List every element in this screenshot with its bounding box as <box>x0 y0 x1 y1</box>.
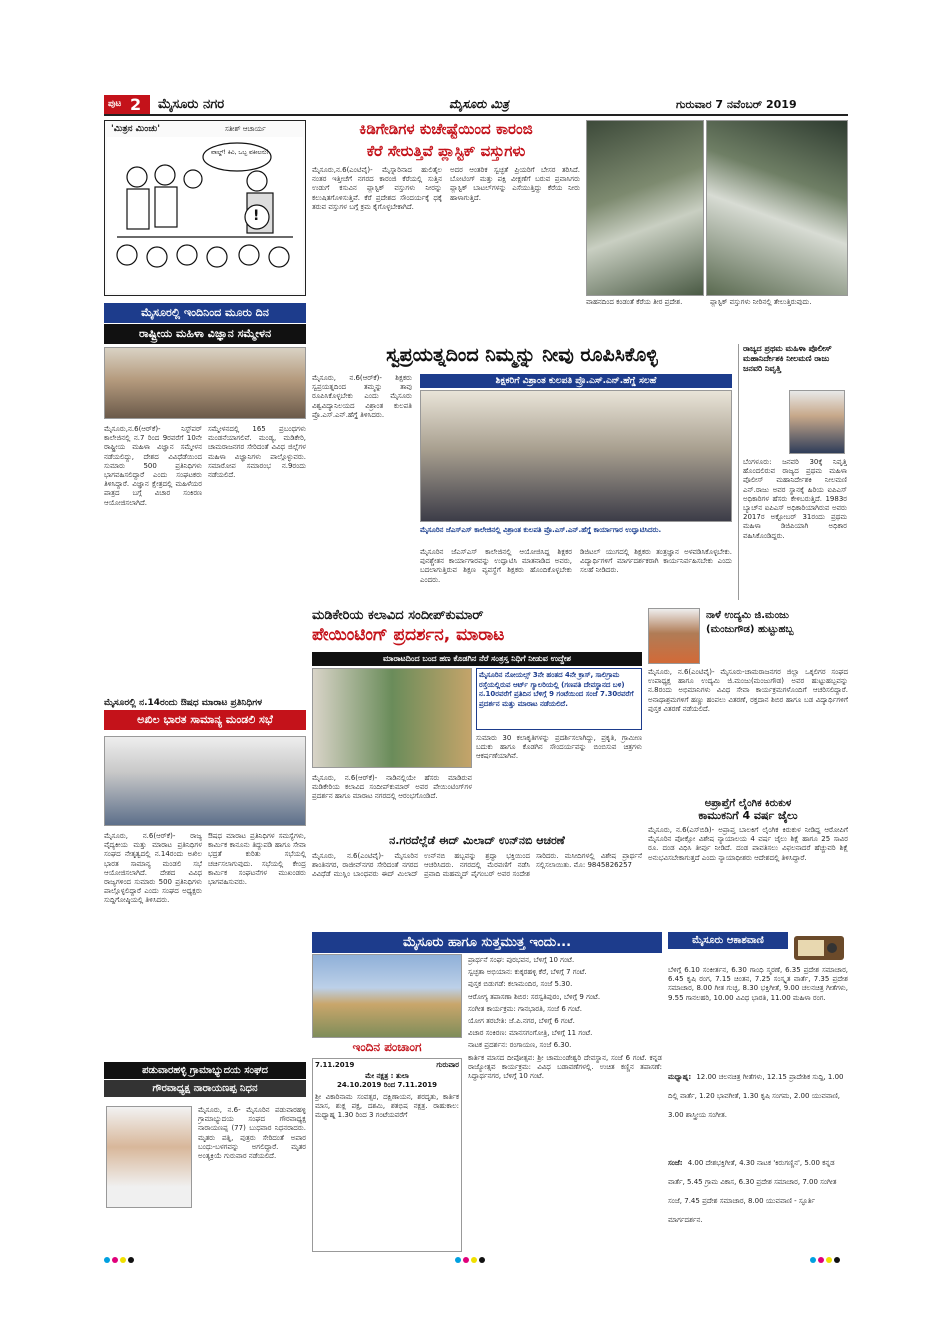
headline-selfmade: ಸ್ವಪ್ರಯತ್ನದಿಂದ ನಿಮ್ಮನ್ನು ನೀವು ರೂಪಿಸಿಕೊಳ್ಳಿ <box>386 344 658 366</box>
article-painting <box>312 608 642 828</box>
headline-pharma-line2: ಅಖಿಲ ಭಾರತ ಸಾಮಾನ್ಯ ಮಂಡಲಿ ಸಭೆ <box>104 710 306 730</box>
radio-banner: ಮೈಸೂರು ಆಕಾಶವಾಣಿ <box>668 932 788 949</box>
selfmade-photo-caption: ಮೈಸೂರಿನ ಜೆಎಸ್‌ಎಸ್ ಕಾಲೇಜಿನಲ್ಲಿ ವಿಶ್ರಾಂತ ಕುಲಪತಿ ಪ್ರೊ.ಎಸ್.ಎನ್.ಹೆಗ್ಡೆ ಕಾರ್ಯಾಗಾರ ಉದ್ಘಾಟಿಸಿದರು. <box>420 526 662 534</box>
radio-evening-text: 4.00 ದೇಶಭಕ್ತಿಗೀತೆ, 4.30 ನಾಟಕ 'ಕಿರುಗಣ್ಣಿನ', 5.00 ಕನ್ನಡ ವಾರ್ತೆ, 5.45 ಗ್ರಾಮ ವಿಕಾಸ, 6.30 ಪ್ರದೇಶ ಸಮಾಚಾರ, 7.00 ಸಂಗೀತ ಸಂಜೆ, 7.45 ಪ್ರದೇಶ ಸಮಾಚಾರ, 8.00 ಯುವವಾಣಿ - ಸ್ಫೂರ್ತಿ ಮಾರ್ಗದರ್ಶನ. <box>668 1159 837 1224</box>
police-body: ಬೆಂಗಳೂರು: ಜನವರಿ 30ಕ್ಕೆ ನಿವೃತ್ತಿ ಹೊಂದಲಿರುವ ರಾಜ್ಯದ ಪ್ರಥಮ ಮಹಿಳಾ ಪೊಲೀಸ್ ಮಹಾನಿರ್ದೇಶಕಿ ನೀಲಮಣಿ ಎನ್.ರಾಜು ಅವರ ಸ್ಥಾನಕ್ಕೆ ಹಿರಿಯ ಐಪಿಎಸ್ ಅಧಿಕಾರಿಗಳ ಹೆಸರು ಕೇಳಿಬರುತ್ತಿದೆ. 1983ರ ಬ್ಯಾಚ್‌ನ ಐಪಿಎಸ್ ಅಧಿಕಾರಿಯಾಗಿರುವ ಅವರು 2017ರ ಅಕ್ಟೋಬರ್ 31ರಂದು ಪ್ರಥಮ ಮಹಿಳಾ ಡಿಜಿಪಿಯಾಗಿ ಅಧಿಕಾರ ವಹಿಸಿಕೊಂಡಿದ್ದರು. <box>743 458 847 540</box>
headline-udyami-line1: ನಾಳೆ ಉದ್ಯಮಿ ಜಿ.ಮಂಜು <box>706 610 789 621</box>
cartoon-exclaim: ! <box>253 208 260 224</box>
panchanga-date: 7.11.2019 <box>315 1061 355 1069</box>
article-obituary <box>104 1062 306 1242</box>
event-item: ಪುಸ್ತಕ ಬಿಡುಗಡೆ: ಕಲಾಮಂದಿರ, ಸಂಜೆ 5.30. <box>468 980 573 989</box>
event-item: ಯೋಗ ತರಬೇತಿ: ಜೆ.ಪಿ.ನಗರ, ಬೆಳಿಗ್ಗೆ 6 ಗಂಟೆ. <box>468 1017 575 1026</box>
event-item: ಆರೋಗ್ಯ ತಪಾಸಣಾ ಶಿಬಿರ: ಸರಸ್ವತಿಪುರಂ, ಬೆಳಿಗ್ಗೆ 9 ಗಂಟೆ. <box>468 992 601 1001</box>
photo-mysore-palace <box>312 954 462 1038</box>
headline-udyami-line2: (ಮಂಜುಗೌಡ) ಹುಟ್ಟುಹಬ್ಬ <box>706 624 794 635</box>
issue-date: ಗುರುವಾರ 7 ನವೆಂಬರ್ 2019 <box>676 98 797 111</box>
headline-police: ರಾಜ್ಯದ ಪ್ರಥಮ ಮಹಿಳಾ ಪೊಲೀಸ್ ಮಹಾನಿರ್ದೇಶಕಿ ನೀಲಮಣಿ ರಾಜು ಜನವರಿ ನಿವೃತ್ತಿ <box>743 344 832 373</box>
selfmade-body-col3: ಡಿಜಿಟಲ್ ಯುಗದಲ್ಲಿ ಶಿಕ್ಷಕರು ತಂತ್ರಜ್ಞಾನ ಅಳವಡಿಸಿಕೊಳ್ಳಬೇಕು. ವಿದ್ಯಾರ್ಥಿಗಳಿಗೆ ಮಾರ್ಗದರ್ಶಕರಾಗಿ ಕಾರ್ಯನಿರ್ವಹಿಸಬೇಕು ಎಂದು ಸಲಹೆ ನೀಡಿದರು. <box>580 548 732 575</box>
cartoon-illustration <box>107 137 303 293</box>
headline-painting-line1: ಮಡಿಕೇರಿಯ ಕಲಾವಿದ ಸಂದೀಪ್‌ಕುಮಾರ್ <box>312 608 484 623</box>
headline-eid: ನ.ಗರದೆಲ್ಲೆಡೆ ಈದ್ ಮಿಲಾದ್ ಉನ್‌ನಬಿ ಆಚರಣೆ <box>389 834 565 847</box>
headline-obituary-line1: ಪಡುವಾರಹಳ್ಳಿ ಗ್ರಾಮಾಭ್ಯುದಯ ಸಂಘದ <box>104 1062 306 1079</box>
event-item: ನಾಟಕ ಪ್ರದರ್ಶನ: ರಂಗಾಯಣ, ಸಂಜೆ 6.30. <box>468 1041 572 1050</box>
photo-karanji-lake-left <box>586 120 704 296</box>
radio-afternoon <box>668 1064 848 1148</box>
painting-notice-box <box>476 668 642 730</box>
headline-lead-line1: ಕಿಡಿಗೇಡಿಗಳ ಕುಚೇಷ್ಟೆಯಿಂದ ಕಾರಂಜಿ <box>359 120 533 138</box>
cartoon-box <box>104 120 306 296</box>
page-label: ಪುಟ <box>108 99 122 109</box>
painting-notice: ಮೈಸೂರಿನ ನೋಯಲ್ಸ್ 3ನೇ ಹಂತದ 4ನೇ ಕ್ರಾಸ್, ಸಾಲಿಗ್ರಾಮ ರಸ್ತೆಯಲ್ಲಿರುವ ಆರ್ಟ್ ಗ್ಯಾಲರಿಯಲ್ಲಿ (ಗಣಪತಿ ದೇವಸ್ಥಾನದ ಬಳಿ) ನ.10ರವರೆಗೆ ಪ್ರತಿದಿನ ಬೆಳಿಗ್ಗೆ 9 ಗಂಟೆಯಿಂದ ಸಂಜೆ 7.30ರವರೆಗೆ ಪ್ರದರ್ಶನ ಮತ್ತು ಮಾರಾಟ ನಡೆಯಲಿದೆ. <box>479 671 634 708</box>
page-number: 2 <box>130 95 142 114</box>
event-item: ಸ್ವಚ್ಛತಾ ಅಭಿಯಾನ: ಕುಕ್ಕರಹಳ್ಳಿ ಕೆರೆ, ಬೆಳಿಗ್ಗೆ 7 ಗಂಟೆ. <box>468 968 587 977</box>
article-police-chief <box>738 344 848 600</box>
headline-lead-line2: ಕೆರೆ ಸೇರುತ್ತಿವೆ ಪ್ಲಾಸ್ಟಿಕ್ ವಸ್ತುಗಳು <box>366 142 526 160</box>
cartoon-speech-bubble: ವಾಲ್ಡ್‌! ಕಿವಿ, ಒಬ್ಬ ವಕೀಲನು! <box>211 149 269 156</box>
pharma-body-col2: ಔಷಧ ಮಾರಾಟ ಪ್ರತಿನಿಧಿಗಳ ಸಮಸ್ಯೆಗಳು, ಕಾರ್ಮಿಕ ಕಾನೂನು ತಿದ್ದುಪಡಿ ಹಾಗೂ ಸೇವಾ ಭದ್ರತೆ ಕುರಿತು ಸಭೆಯಲ್ಲಿ ಚರ್ಚಿಸಲಾಗುವುದು. ಸಭೆಯಲ್ಲಿ ಕೇಂದ್ರ ಕಾರ್ಮಿಕ ಸಂಘಟನೆಗಳ ಮುಖಂಡರು ಭಾಗವಹಿಸುವರು. <box>208 832 306 887</box>
events-list <box>468 956 662 1252</box>
lead-photo-caption-left: ವಾಹನದಿಂದ ಕಂಡಂತೆ ಕೆರೆಯ ತೀರ ಪ್ರದೇಶ. <box>586 298 683 306</box>
radio-body: ಬೆಳಿಗ್ಗೆ 6.10 ಸಂಕೀರ್ತನ, 6.30 ಗಾಂಧಿ ಸ್ಮರಣೆ, 6.35 ಪ್ರದೇಶ ಸಮಾಚಾರ, 6.45 ಕೃಷಿ ರಂಗ, 7.15 ಚಿಂತನ, 7.25 ಸಂಸ್ಕೃತ ವಾರ್ತೆ, 7.35 ಪ್ರದೇಶ ಸಮಾಚಾರ, 8.00 ಗೀತ ಗುಚ್ಛ, 8.30 ಭಕ್ತಿಗೀತೆ, 9.00 ಚಲನಚಿತ್ರ ಗೀತೆಗಳು, 9.55 ಗಾನಲಹರಿ, 10.00 ವಿವಿಧ ಭಾರತಿ, 11.00 ಮಹಿಳಾ ರಂಗ. <box>668 966 848 1002</box>
radio-icon <box>792 932 846 962</box>
headline-womens-line2: ರಾಷ್ಟ್ರೀಯ ಮಹಿಳಾ ವಿಜ್ಞಾನ ಸಮ್ಮೇಳನ <box>104 324 306 344</box>
selfmade-subhead: ಶಿಕ್ಷಕರಿಗೆ ವಿಶ್ರಾಂತ ಕುಲಪತಿ ಪ್ರೊ.ಎಸ್.ಎನ್.ಹೆಗ್ಡೆ ಸಲಹೆ <box>420 374 732 388</box>
page-header <box>104 94 848 116</box>
photo-artist-gallery <box>312 668 472 768</box>
panchanga-star: ಮೇ ನಕ್ಷತ್ರ : ತುಲಾ <box>365 1072 409 1080</box>
print-registration-left <box>104 1248 136 1267</box>
page-number-badge <box>104 95 150 114</box>
photo-pharma-release <box>104 736 306 826</box>
cartoon-label: 'ಮಿತ್ರನ ಮಿಂಚು' <box>111 124 161 134</box>
radio-evening-label: ಸಂಜೆ: <box>668 1159 683 1167</box>
lead-photo-caption-right: ಪ್ಲಾಸ್ಟಿಕ್ ವಸ್ತುಗಳು ನೀರಿನಲ್ಲಿ ತೇಲುತ್ತಿರುವುದು. <box>710 298 812 306</box>
events-body: ಕಾರ್ತಿಕ ಮಾಸದ ದೀಪೋತ್ಸವ: ಶ್ರೀ ಚಾಮುಂಡೇಶ್ವರಿ ದೇವಸ್ಥಾನ, ಸಂಜೆ 6 ಗಂಟೆ. ಕನ್ನಡ ರಾಜ್ಯೋತ್ಸವ ಕಾರ್ಯಕ್ರಮ: ವಿವಿಧ ಬಡಾವಣೆಗಳಲ್ಲಿ. ಉಚಿತ ಕಣ್ಣಿನ ತಪಾಸಣೆ: ಸಿದ್ದಾರ್ಥನಗರ, ಬೆಳಿಗ್ಗೆ 10 ಗಂಟೆ. <box>468 1053 662 1081</box>
selfmade-body-col1: ಮೈಸೂರು, ನ.6(ಆರ್‌ಕೆ)- ಶಿಕ್ಷಕರು ಸ್ವಪ್ರಯತ್ನದಿಂದ ತಮ್ಮನ್ನು ತಾವು ರೂಪಿಸಿಕೊಳ್ಳಬೇಕು ಎಂದು ಮೈಸೂರು ವಿಶ್ವವಿದ್ಯಾನಿಲಯದ ವಿಶ್ರಾಂತ ಕುಲಪತಿ ಪ್ರೊ.ಎಸ್.ಎನ್.ಹೆಗ್ಡೆ ತಿಳಿಸಿದರು. <box>312 374 412 419</box>
photo-conference-dignitaries <box>104 347 306 419</box>
panchanga-body: ಶ್ರೀ ವಿಕಾರಿನಾಮ ಸಂವತ್ಸರ, ದಕ್ಷಿಣಾಯನ, ಶರದೃತು, ಕಾರ್ತಿಕ ಮಾಸ, ಶುಕ್ಲ ಪಕ್ಷ, ದಶಮಿ, ಶತಭಿಷ ನಕ್ಷತ್ರ. ರಾಹುಕಾಲ: ಮಧ್ಯಾಹ್ನ 1.30 ರಿಂದ 3 ಗಂಟೆಯವರೆಗೆ <box>315 1093 459 1120</box>
article-eid <box>312 834 642 928</box>
panchanga-title: ಇಂದಿನ ಪಂಚಾಂಗ <box>352 1040 422 1054</box>
article-lead-karanji <box>312 120 580 340</box>
pocso-body: ಮೈಸೂರು, ನ.6(ಎಸ್‌ಬಿಡಿ)- ಅಪ್ರಾಪ್ತ ಬಾಲಕಿಗೆ ಲೈಂಗಿಕ ಕಿರುಕುಳ ನೀಡಿದ್ದ ಆರೋಪಿಗೆ ಮೈಸೂರಿನ ಪೋಕ್ಸೋ ವಿಶೇಷ ನ್ಯಾಯಾಲಯ 4 ವರ್ಷ ಜೈಲು ಶಿಕ್ಷೆ ಹಾಗೂ 25 ಸಾವಿರ ರೂ. ದಂಡ ವಿಧಿಸಿ ತೀರ್ಪು ನೀಡಿದೆ. ದಂಡ ಪಾವತಿಸಲು ವಿಫಲನಾದರೆ ಹೆಚ್ಚುವರಿ ಶಿಕ್ಷೆ ಅನುಭವಿಸಬೇಕಾಗುತ್ತದೆ ಎಂದು ನ್ಯಾಯಾಧೀಶರು ಆದೇಶದಲ್ಲಿ ತಿಳಿಸಿದ್ದಾರೆ. <box>648 826 848 862</box>
selfmade-body-col2: ಮೈಸೂರಿನ ಜೆಎಸ್‌ಎಸ್ ಕಾಲೇಜಿನಲ್ಲಿ ಆಯೋಜಿಸಿದ್ದ ಶಿಕ್ಷಕರ ಪುನಶ್ಚೇತನ ಕಾರ್ಯಾಗಾರವನ್ನು ಉದ್ಘಾಟಿಸಿ ಮಾತನಾಡಿದ ಅವರು, ಬದಲಾಗುತ್ತಿರುವ ಶಿಕ್ಷಣ ವ್ಯವಸ್ಥೆಗೆ ಶಿಕ್ಷಕರು ಹೊಂದಿಕೊಳ್ಳಬೇಕು ಎಂದರು. <box>420 548 572 584</box>
headline-pharma-line1: ಮೈಸೂರಲ್ಲಿ ನ.14ರಂದು ಔಷಧ ಮಾರಾಟ ಪ್ರತಿನಿಧಿಗಳ <box>104 698 262 708</box>
masthead: ಮೈಸೂರು ಮಿತ್ರ <box>449 97 509 111</box>
lead-body-col1: ಮೈಸೂರು,ನ.6(ಎಂಟಿವೈ)- ಮೈಸ್ನಾರಿನಾದ ಹುಲಿತೈಲ ನಂತರ ಇತ್ತೀಚೆಗೆ ನಗರದ ಕಾರಂಜಿ ಕೆರೆಯಲ್ಲಿ ಸುತ್ತಿನ ಉಡುಗೆ ಕಸುವಿನ ಪ್ಲಾಸ್ಟಿಕ್ ವಸ್ತುಗಳು ನೀರನ್ನು ಕಲುಷಿತಗೊಳಿಸುತ್ತಿವೆ. ಕೆರೆ ಪ್ರದೇಶದ ಸೌಂದರ್ಯಕ್ಕೆ ಧಕ್ಕೆ ತರುವ ವಸ್ತುಗಳ ಬಗ್ಗೆ ಕ್ರಮ ಕೈಗೊಳ್ಳಬೇಕಾಗಿದೆ. <box>312 166 442 211</box>
panchanga-day: ಗುರುವಾರ <box>436 1061 459 1069</box>
section-title: ಮೈಸೂರು ನಗರ <box>158 97 225 112</box>
article-selfmade <box>312 344 732 604</box>
womens-body-col2: ಸಮ್ಮೇಳನದಲ್ಲಿ 165 ಪ್ರಬಂಧಗಳು ಮಂಡನೆಯಾಗಲಿವೆ. ಮಂಡ್ಯ, ಮಡಿಕೇರಿ, ಚಾಮರಾಜನಗರ ಸೇರಿದಂತೆ ವಿವಿಧ ಜಿಲ್ಲೆಗಳ ಮಹಿಳಾ ವಿಜ್ಞಾನಿಗಳು ಪಾಲ್ಗೊಳ್ಳುವರು. ಸಮಾರೋಪ ಸಮಾರಂಭ ನ.9ರಂದು ನಡೆಯಲಿದೆ. <box>208 425 306 480</box>
article-womens-conference <box>104 303 306 690</box>
radio-evening <box>668 1150 848 1250</box>
lead-body-col2: ಅದರ ಆಂತರಿಕ ಸ್ವಚ್ಛತೆ ಪ್ರಿಯರಿಗೆ ಬೇಸರ ತರಿಸಿದೆ. ಬೋಟಿಂಗ್ ಮತ್ತು ಪಕ್ಷಿ ವೀಕ್ಷಣೆಗೆ ಬರುವ ಪ್ರವಾಸಿಗರು ಪ್ಲಾಸ್ಟಿಕ್ ಬಾಟಲ್‌ಗಳನ್ನು ಎಸೆಯುತ್ತಿದ್ದು ಕೆರೆಯ ನೀರು ಹಾಳಾಗುತ್ತಿದೆ. <box>450 166 580 202</box>
print-registration-center <box>455 1248 487 1267</box>
photo-udyami-portrait <box>648 608 700 664</box>
article-pocso <box>648 798 848 928</box>
painting-subhead: ಮಾರಾಟದಿಂದ ಬಂದ ಹಣ ಕೊಡಗಿನ ನೆರೆ ಸಂತ್ರಸ್ತ ನಿಧಿಗೆ ನೀಡುವ ಉದ್ದೇಶ <box>312 652 642 666</box>
today-banner: ಮೈಸೂರು ಹಾಗೂ ಸುತ್ತಮುತ್ತ ಇಂದು... <box>312 932 662 953</box>
event-item: ವಿಚಾರ ಸಂಕಿರಣ: ಮಾನಸಗಂಗೋತ್ರಿ, ಬೆಳಿಗ್ಗೆ 11 ಗಂಟೆ. <box>468 1029 593 1038</box>
womens-body-col1: ಮೈಸೂರು,ನ.6(ಆರ್‌ಕೆ)- ನಿಸ್ಟ್‌ಪರ್ ಕಾಲೇಜಿನಲ್ಲಿ ನ.7 ರಿಂದ 9ರವರೆಗೆ 10ನೇ ರಾಷ್ಟ್ರೀಯ ಮಹಿಳಾ ವಿಜ್ಞಾನ ಸಮ್ಮೇಳನ ನಡೆಯಲಿದ್ದು, ದೇಶದ ವಿವಿಧೆಡೆಯಿಂದ ಸುಮಾರು 500 ಪ್ರತಿನಿಧಿಗಳು ಭಾಗವಹಿಸಲಿದ್ದಾರೆ ಎಂದು ಸಂಘಟಕರು ತಿಳಿಸಿದ್ದಾರೆ. ವಿಜ್ಞಾನ ಕ್ಷೇತ್ರದಲ್ಲಿ ಮಹಿಳೆಯರ ಪಾತ್ರದ ಬಗ್ಗೆ ವಿಚಾರ ಸಂಕಿರಣ ಆಯೋಜಿಸಲಾಗಿದೆ. <box>104 425 202 507</box>
panchanga-box <box>312 1058 462 1252</box>
print-registration-right <box>810 1248 842 1267</box>
today-section <box>312 932 662 1252</box>
obituary-body: ಮೈಸೂರು, ನ.6- ಮೈಸೂರಿನ ಪಡುವಾರಹಳ್ಳಿ ಗ್ರಾಮಾಭ್ಯುದಯ ಸಂಘದ ಗೌರವಾಧ್ಯಕ್ಷ ನಾರಾಯಣಪ್ಪ (77) ಬುಧವಾರ ನಿಧನರಾದರು. ಮೃತರು ಪತ್ನಿ, ಪುತ್ರರು ಸೇರಿದಂತೆ ಅಪಾರ ಬಂಧು-ಬಳಗವನ್ನು ಅಗಲಿದ್ದಾರೆ. ಮೃತರ ಅಂತ್ಯಕ್ರಿಯೆ ಗುರುವಾರ ನಡೆಯಲಿದೆ. <box>198 1106 306 1161</box>
radio-afternoon-text: 12.00 ಚಲನಚಿತ್ರ ಗೀತೆಗಳು, 12.15 ಪ್ರಾದೇಶಿಕ ಸುದ್ದಿ, 1.00 ದಿಲ್ಲಿ ವಾರ್ತೆ, 1.20 ಭಾವಗೀತೆ, 1.30 ಕೃಷಿ ಸಂಗಮ, 2.00 ಯುವವಾಣಿ, 3.00 ಶಾಸ್ತ್ರೀಯ ಸಂಗೀತ. <box>668 1073 844 1119</box>
radio-afternoon-label: ಮಧ್ಯಾಹ್ನ: <box>668 1073 692 1081</box>
painting-body-col1: ಮೈಸೂರು, ನ.6(ಆರ್‌ಕೆ)- ನಾಡಿನಲ್ಲಿಯೇ ಹೆಸರು ಮಾಡಿರುವ ಮಡಿಕೇರಿಯ ಕಲಾವಿದ ಸಂದೀಪ್‌ಕುಮಾರ್ ಅವರ ಪೇಯಿಂಟಿಂಗ್‌ಗಳ ಪ್ರದರ್ಶನ ಹಾಗೂ ಮಾರಾಟ ನಗರದಲ್ಲಿ ಆರಂಭಗೊಂಡಿದೆ. <box>312 774 472 801</box>
pharma-body-col1: ಮೈಸೂರು, ನ.6(ಆರ್‌ಕೆ)- ರಾಜ್ಯ ವೈದ್ಯಕೀಯ ಮತ್ತು ಮಾರಾಟ ಪ್ರತಿನಿಧಿಗಳ ಸಂಘದ ನೇತೃತ್ವದಲ್ಲಿ ನ.14ರಂದು ಅಖಿಲ ಭಾರತ ಸಾಮಾನ್ಯ ಮಂಡಲಿ ಸಭೆ ಆಯೋಜಿಸಲಾಗಿದೆ. ದೇಶದ ವಿವಿಧ ರಾಜ್ಯಗಳಿಂದ ಸುಮಾರು 500 ಪ್ರತಿನಿಧಿಗಳು ಪಾಲ್ಗೊಳ್ಳಲಿದ್ದಾರೆ ಎಂದು ಸಂಘದ ಅಧ್ಯಕ್ಷರು ಸುದ್ದಿಗೋಷ್ಠಿಯಲ್ಲಿ ತಿಳಿಸಿದರು. <box>104 832 202 905</box>
photo-karanji-lake-right <box>706 120 848 296</box>
event-item: ಪ್ರಾರ್ಥನೆ ಸಂಘ: ಪುರಭವನ, ಬೆಳಿಗ್ಗೆ 10 ಗಂಟೆ. <box>468 956 575 964</box>
headline-painting-line2: ಪೇಯಿಂಟಿಂಗ್ ಪ್ರದರ್ಶನ, ಮಾರಾಟ <box>312 625 505 645</box>
headline-obituary-line2: ಗೌರವಾಧ್ಯಕ್ಷ ನಾರಾಯಣಪ್ಪ ನಿಧನ <box>104 1080 306 1097</box>
painting-body-col2: ಸುಮಾರು 30 ಕಲಾಕೃತಿಗಳನ್ನು ಪ್ರದರ್ಶಿಸಲಾಗಿದ್ದು, ಪ್ರಕೃತಿ, ಗ್ರಾಮೀಣ ಬದುಕು ಹಾಗೂ ಕೊಡಗಿನ ಸೌಂದರ್ಯವನ್ನು ಬಿಂಬಿಸುವ ಚಿತ್ರಗಳು ಆಕರ್ಷಣೆಯಾಗಿವೆ. <box>476 734 642 761</box>
photo-obituary-portrait <box>106 1106 192 1208</box>
article-pharma <box>104 696 306 1056</box>
photo-lamp-lighting <box>420 390 732 522</box>
photo-police-chief <box>789 390 845 454</box>
article-udyami <box>648 608 848 798</box>
panchanga-range: 24.10.2019 ರಿಂದ 7.11.2019 <box>337 1081 437 1089</box>
headline-womens-line1: ಮೈಸೂರಲ್ಲಿ ಇಂದಿನಿಂದ ಮೂರು ದಿನ <box>104 303 306 323</box>
radio-section <box>668 932 848 1252</box>
cartoon-artist: ಸತೀಶ್ ಆಚಾರ್ಯ <box>225 125 266 133</box>
udyami-body: ಮೈಸೂರು, ನ.6(ಎಂಟಿವೈ)- ಮೈಸೂರು-ಚಾಮರಾಜನಗರ ಜಿಲ್ಲಾ ಒಕ್ಕಲಿಗರ ಸಂಘದ ಉಪಾಧ್ಯಕ್ಷ ಹಾಗೂ ಉದ್ಯಮಿ ಜಿ.ಮಂಜು(ಮಂಜುಗೌಡ) ಅವರ ಹುಟ್ಟುಹಬ್ಬವನ್ನು ನ.8ರಂದು ಅಭಿಮಾನಿಗಳು ವಿವಿಧ ಸೇವಾ ಕಾರ್ಯಕ್ರಮಗಳೊಂದಿಗೆ ಆಚರಿಸಲಿದ್ದಾರೆ. ಅನಾಥಾಶ್ರಮಗಳಿಗೆ ಹಣ್ಣು ಹಂಪಲು ವಿತರಣೆ, ರಕ್ತದಾನ ಶಿಬಿರ ಹಾಗೂ ಬಡ ವಿದ್ಯಾರ್ಥಿಗಳಿಗೆ ಪುಸ್ತಕ ವಿತರಣೆ ನಡೆಯಲಿದೆ. <box>648 668 848 713</box>
event-item: ಸಂಗೀತ ಕಾರ್ಯಕ್ರಮ: ಗಾನಭಾರತಿ, ಸಂಜೆ 6 ಗಂಟೆ. <box>468 1004 582 1013</box>
headline-pocso-line2: ಕಾಮುಕನಿಗೆ 4 ವರ್ಷ ಜೈಲು <box>698 809 798 822</box>
headline-pocso-line1: ಅಪ್ರಾಪ್ತೆಗೆ ಲೈಂಗಿಕ ಕಿರುಕುಳ <box>704 798 792 809</box>
eid-body: ಮೈಸೂರು, ನ.6(ಎಂಟಿವೈ)- ಮೈಸೂರಿನ ಶಾಂತಿನಗರ, ರಾಜೀವ್‌ನಗರ ಸೇರಿದಂತೆ ನಗರದ ವಿವಿಧೆಡೆ ಮುಸ್ಲಿಂ ಬಾಂಧವರು ಈದ್ ಮಿಲಾದ್ ಉನ್‌ನಬಿ ಹಬ್ಬವನ್ನು ಶ್ರದ್ಧಾ ಭಕ್ತಿಯಿಂದ ಆಚರಿಸಿದರು. ನಗರದಲ್ಲಿ ಮೆರವಣಿಗೆ ನಡೆಸಿ ಪ್ರವಾದಿ ಮಹಮ್ಮದ್ ಪೈಗಂಬರ್ ಅವರ ಸಂದೇಶ ಸಾರಿದರು. ಮಸೀದಿಗಳಲ್ಲಿ ವಿಶೇಷ ಪ್ರಾರ್ಥನೆ ಸಲ್ಲಿಸಲಾಯಿತು. ಮೊ: 9845826257 <box>312 852 642 879</box>
